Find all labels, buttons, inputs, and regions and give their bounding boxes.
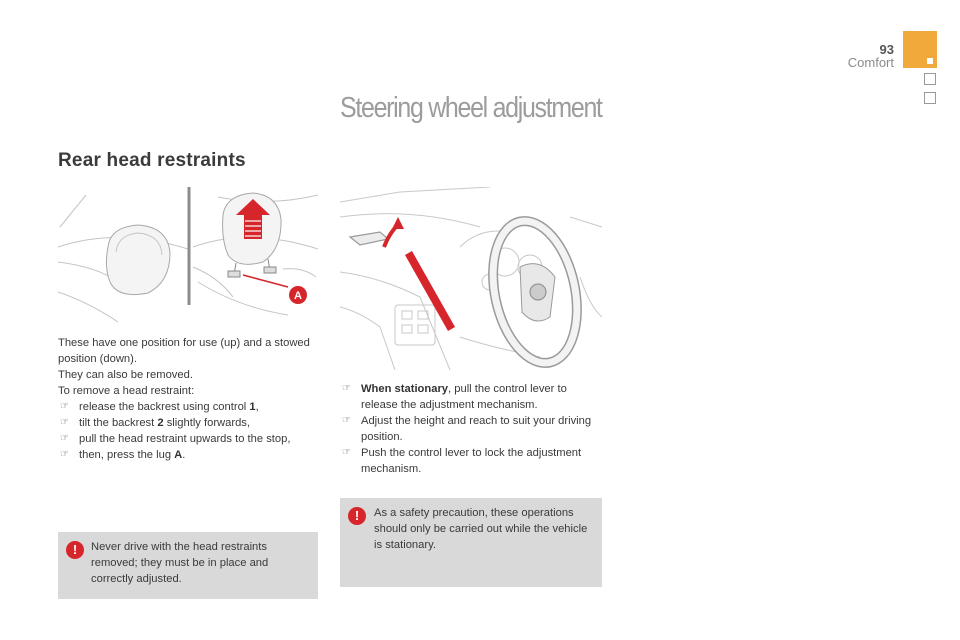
marker-a-label: A: [294, 290, 302, 302]
chapter-tab[interactable]: [903, 31, 937, 68]
chapter-title: Steering wheel adjustment: [340, 92, 602, 124]
steering-wheel-illustration: [340, 187, 602, 370]
step-item: ☞ pull the head restraint upwards to the stop,: [60, 433, 291, 445]
section-title: Rear head restraints: [58, 150, 246, 171]
pointing-hand-icon: ☞: [342, 415, 351, 426]
step-item: ☞ When stationary, pull the control lever to release the adjustment mechanism.: [342, 383, 567, 411]
head-restraint-description: [58, 335, 320, 463]
warning-text: Never drive with the head restraints removed; they must be in place and correctly adjusted.: [91, 541, 269, 585]
step-item: ☞ Push the control lever to lock the adjustment mechanism.: [342, 447, 582, 475]
steering-instructions: [340, 381, 602, 477]
intro-line: They can also be removed.: [58, 369, 193, 381]
pointing-hand-icon: ☞: [60, 417, 69, 428]
pointing-hand-icon: ☞: [60, 433, 69, 444]
steering-warning-box: [340, 498, 602, 587]
head-restraint-warning-box: [58, 532, 318, 599]
step-item: ☞ Adjust the height and reach to suit your driving position.: [342, 415, 592, 443]
page-number: 93: [879, 42, 894, 57]
intro-line: To remove a head restraint:: [58, 385, 195, 397]
intro-line: These have one position for use (up) and a stowed position (down).: [58, 337, 310, 365]
pointing-hand-icon: ☞: [60, 401, 69, 412]
pointing-hand-icon: ☞: [342, 447, 351, 458]
pointing-hand-icon: ☞: [342, 383, 351, 394]
step-item: ☞ release the backrest using control 1,: [60, 401, 259, 413]
nav-square-1[interactable]: [924, 73, 936, 85]
nav-square-2[interactable]: [924, 92, 936, 104]
section-name: Comfort: [847, 55, 894, 70]
step-item: ☞ then, press the lug A.: [60, 449, 186, 461]
warning-text: As a safety precaution, these operations should only be carried out while the vehicle is stationary.: [374, 507, 588, 551]
step-item: ☞ tilt the backrest 2 slightly forwards,: [60, 417, 251, 429]
head-restraint-illustration: [58, 187, 318, 327]
pointing-hand-icon: ☞: [60, 449, 69, 460]
tab-marker: [927, 58, 933, 64]
exclamation-icon: !: [348, 507, 366, 525]
exclamation-icon: !: [66, 541, 84, 559]
